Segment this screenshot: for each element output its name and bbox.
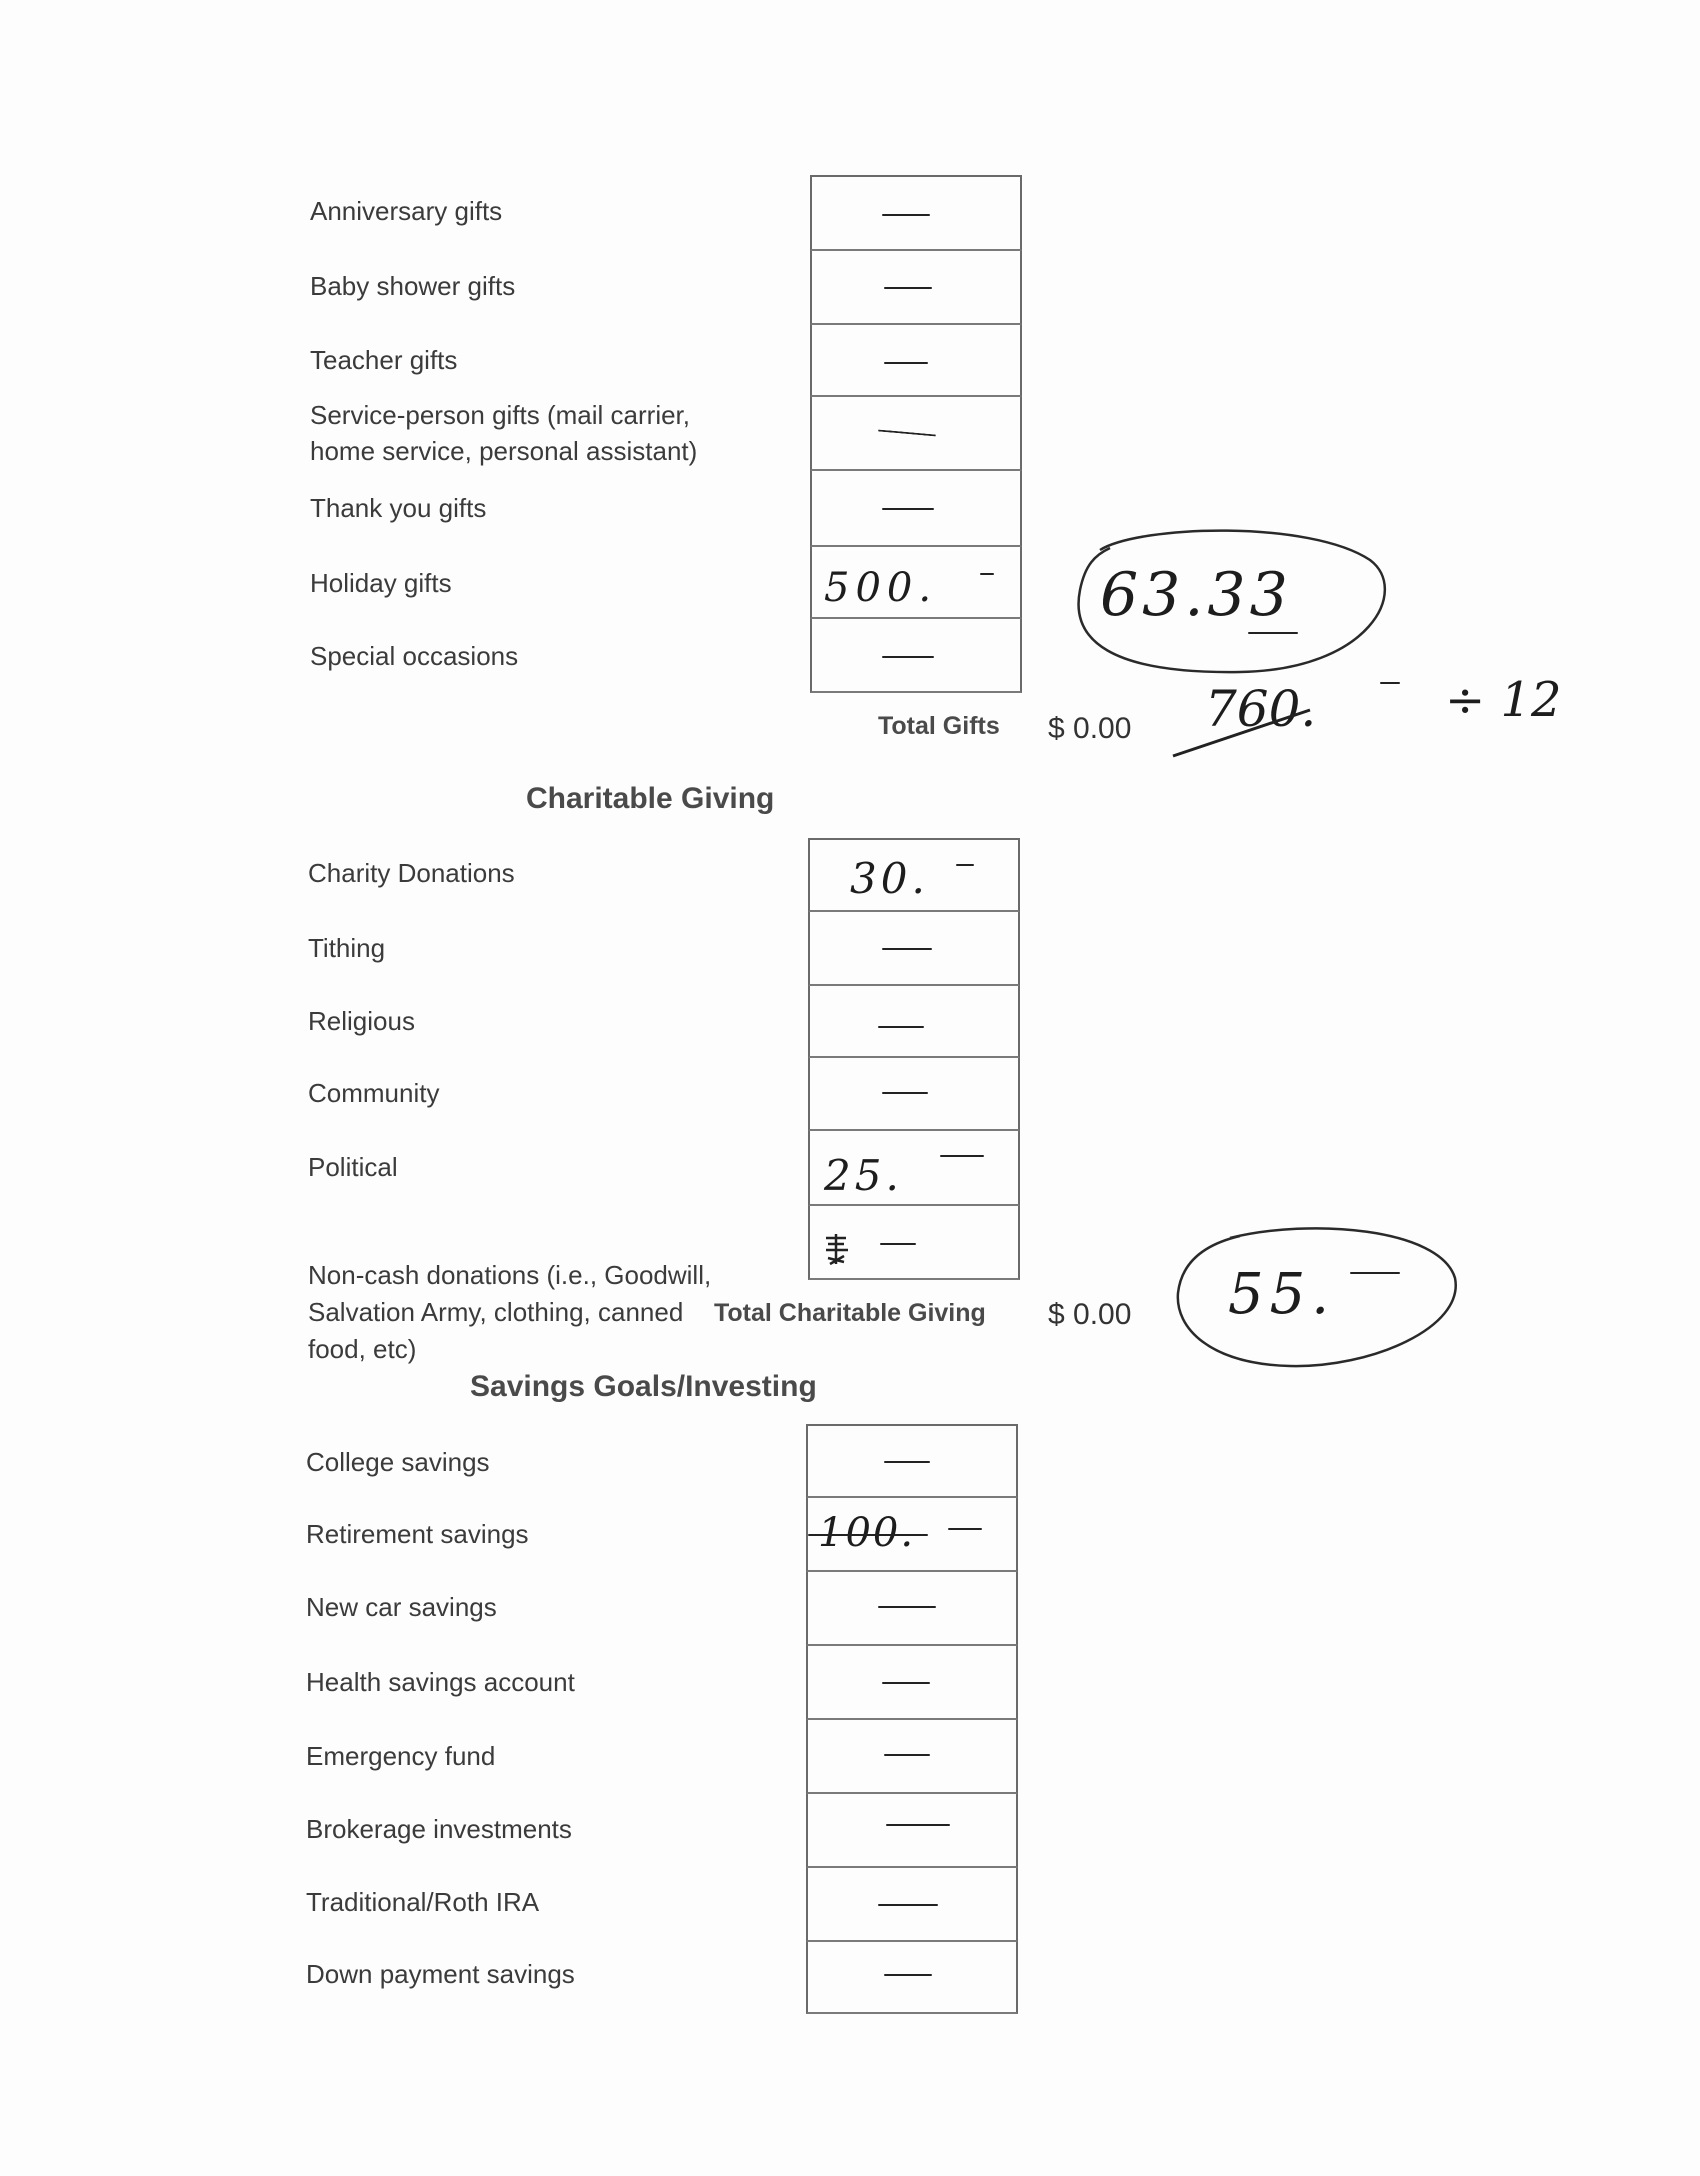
cents-dash-mark bbox=[948, 1528, 982, 1530]
savings-entry-cell-retirement[interactable] bbox=[806, 1498, 1018, 1572]
handwritten-political-amount: 25. bbox=[824, 1151, 903, 1200]
savings-entry-cell-down-payment[interactable] bbox=[806, 1942, 1018, 2014]
strike-through-mark bbox=[808, 1534, 928, 1536]
handwritten-retirement-amount-crossed: 100. bbox=[818, 1510, 916, 1556]
gift-entry-cell-thank-you[interactable] bbox=[810, 471, 1022, 547]
gift-entry-cell-baby-shower[interactable] bbox=[810, 251, 1022, 325]
handwritten-crossed-out-total: 760. bbox=[1205, 680, 1317, 738]
savings-label-retirement: Retirement savings bbox=[306, 1519, 529, 1549]
gift-label-thank-you: Thank you gifts bbox=[310, 493, 487, 523]
cents-dash-mark bbox=[956, 864, 974, 866]
blank-dash-mark bbox=[884, 362, 928, 364]
blank-dash-mark bbox=[878, 1904, 938, 1906]
charity-label-non-cash-text: Non-cash donations (i.e., Goodwill, Salvation Army, clothing, canned food, etc) bbox=[308, 1260, 712, 1364]
cents-dash-mark bbox=[1380, 682, 1400, 684]
gift-label-anniversary: Anniversary gifts bbox=[310, 196, 503, 226]
total-gifts-label: Total Gifts bbox=[878, 712, 1000, 740]
handwritten-divide-note: ÷ 12 bbox=[1445, 672, 1562, 728]
charity-entry-cell-non-cash[interactable] bbox=[808, 1206, 1020, 1280]
blank-dash-mark bbox=[884, 1754, 930, 1756]
savings-entry-cell-ira[interactable] bbox=[806, 1868, 1018, 1942]
gift-label-holiday: Holiday gifts bbox=[310, 568, 452, 598]
blank-dash-mark bbox=[884, 1461, 930, 1463]
cents-dash-mark bbox=[940, 1155, 984, 1157]
gift-entry-cell-anniversary[interactable] bbox=[810, 175, 1022, 251]
gift-entry-cell-teacher[interactable] bbox=[810, 325, 1022, 397]
handwritten-holiday-amount: 500. bbox=[824, 565, 938, 611]
blank-dash-mark bbox=[882, 656, 934, 658]
gift-entry-cell-holiday[interactable] bbox=[810, 547, 1022, 619]
savings-label-emergency: Emergency fund bbox=[306, 1741, 496, 1771]
charity-label-tithing: Tithing bbox=[308, 933, 386, 963]
savings-entry-cell-college[interactable] bbox=[806, 1424, 1018, 1498]
savings-label-ira: Traditional/Roth IRA bbox=[306, 1887, 540, 1917]
cents-dash-mark bbox=[1350, 1272, 1400, 1274]
savings-label-down-payment: Down payment savings bbox=[306, 1959, 575, 1989]
gift-label-teacher: Teacher gifts bbox=[310, 345, 458, 375]
handwritten-charitable-total-note: 55. bbox=[1228, 1262, 1336, 1327]
charity-label-political: Political bbox=[308, 1152, 398, 1182]
charity-label-religious: Religious bbox=[308, 1006, 415, 1036]
savings-label-health: Health savings account bbox=[306, 1667, 575, 1697]
gift-entry-cell-special-occasions[interactable] bbox=[810, 619, 1022, 693]
blank-dash-mark bbox=[882, 948, 932, 950]
blank-dash-mark bbox=[882, 1682, 930, 1684]
blank-dash-mark bbox=[882, 1092, 928, 1094]
charity-label-community: Community bbox=[308, 1078, 440, 1108]
total-charitable-value: $ 0.00 bbox=[1048, 1298, 1132, 1331]
charity-entry-cell-religious[interactable] bbox=[808, 986, 1020, 1058]
handwritten-gifts-monthly-note: 63.33 bbox=[1100, 560, 1292, 630]
savings-entry-cell-health[interactable] bbox=[806, 1646, 1018, 1720]
blank-dash-mark bbox=[880, 1243, 916, 1245]
cents-dash-mark bbox=[980, 573, 994, 575]
gift-entry-cell-service-person[interactable] bbox=[810, 397, 1022, 471]
total-gifts-value: $ 0.00 bbox=[1048, 712, 1132, 745]
charity-label-donations: Charity Donations bbox=[308, 858, 515, 888]
blank-dash-mark bbox=[878, 1026, 924, 1028]
gift-label-service-person: Service-person gifts (mail carrier, home service, personal assistant) bbox=[310, 400, 698, 466]
blank-dash-mark bbox=[882, 214, 930, 216]
gift-label-special-occasions: Special occasions bbox=[310, 641, 519, 671]
strike-through-mark bbox=[1170, 680, 1370, 760]
blank-dash-mark bbox=[884, 287, 932, 289]
savings-label-college: College savings bbox=[306, 1447, 490, 1477]
charity-entry-cell-donations[interactable] bbox=[808, 838, 1020, 912]
charitable-giving-heading: Charitable Giving bbox=[526, 782, 775, 815]
savings-entry-cell-brokerage[interactable] bbox=[806, 1794, 1018, 1868]
savings-entry-cell-emergency[interactable] bbox=[806, 1720, 1018, 1794]
charity-entry-cell-political[interactable] bbox=[808, 1131, 1020, 1206]
blank-dash-mark bbox=[886, 1824, 950, 1826]
total-charitable-label: Total Charitable Giving bbox=[714, 1299, 986, 1327]
savings-goals-heading: Savings Goals/Investing bbox=[470, 1370, 817, 1403]
blank-dash-mark bbox=[882, 508, 934, 510]
blank-dash-mark bbox=[878, 1606, 936, 1608]
underline-mark bbox=[1248, 632, 1298, 634]
charity-entry-cell-community[interactable] bbox=[808, 1058, 1020, 1131]
handwritten-donations-amount: 30. bbox=[850, 854, 929, 903]
savings-label-new-car: New car savings bbox=[306, 1592, 497, 1622]
savings-label-brokerage: Brokerage investments bbox=[306, 1814, 572, 1844]
charity-entry-cell-tithing[interactable] bbox=[808, 912, 1020, 986]
savings-entry-cell-new-car[interactable] bbox=[806, 1572, 1018, 1646]
blank-dash-mark bbox=[884, 1974, 932, 1976]
gift-label-baby-shower: Baby shower gifts bbox=[310, 271, 516, 301]
blank-dash-mark bbox=[878, 429, 936, 436]
charity-label-non-cash bbox=[308, 1205, 788, 1364]
scribble-mark bbox=[822, 1232, 852, 1266]
